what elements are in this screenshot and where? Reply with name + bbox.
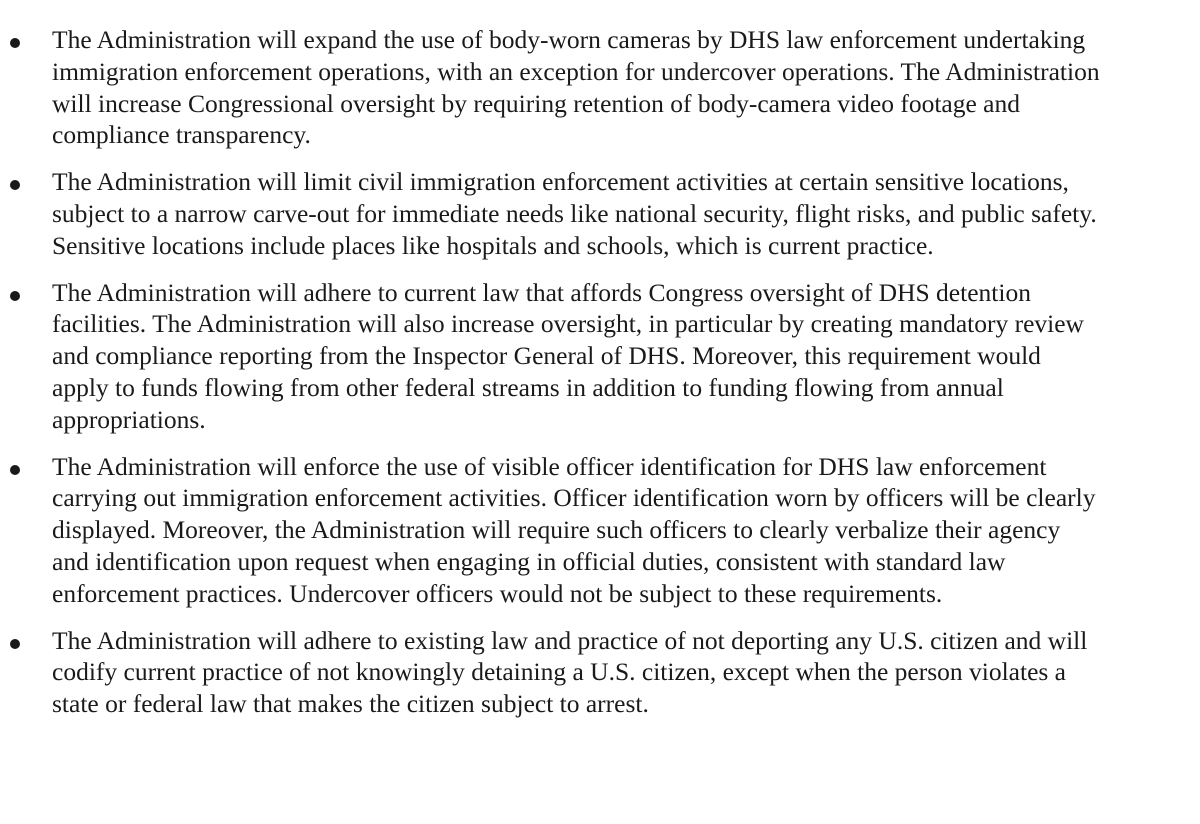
bullet-item <box>0 277 1102 436</box>
bullet-item <box>0 451 1102 610</box>
bullet-text: The Administration will adhere to existing law and practice of not deporting any U.S. citizen and will codify current practice of not knowingly detaining a U.S. citizen, except when the person violates a state or federal law that makes the citizen subject to arrest. <box>52 625 1088 719</box>
bullet-text: The Administration will expand the use of body-worn cameras by DHS law enforcement undertaking immigration enforcement operations, with an exception for undercover operations. The Administration will increase Congressional oversight by requiring retention of body-camera video footage and compliance transparency. <box>52 25 1100 150</box>
bullet-item <box>0 625 1102 720</box>
bullet-dot-icon <box>10 180 20 190</box>
bullet-dot-icon <box>10 639 20 649</box>
bullet-dot-icon <box>10 38 20 48</box>
bullet-list <box>0 24 1200 735</box>
bullet-text: The Administration will limit civil immigration enforcement activities at certain sensitive locations, subject to a narrow carve-out for immediate needs like national security, flight risks, and public safety. Sensitive locations include places like hospitals and schools, which is current practice. <box>52 167 1097 260</box>
bullet-dot-icon <box>10 465 20 475</box>
bullet-text: The Administration will enforce the use of visible officer identification for DHS law enforcement carrying out immigration enforcement activities. Officer identification worn by officers will be clearly displayed. Moreover, the Administration will require such officers to clearly verbalize their agency and identification upon request when engaging in official duties, consistent with standard law enforcement practices. Undercover officers would not be subject to these requirements. <box>52 451 1096 608</box>
bullet-text: The Administration will adhere to current law that affords Congress oversight of DHS detention facilities. The Administration will also increase oversight, in particular by creating mandatory review and compliance reporting from the Inspector General of DHS. Moreover, this requirement would apply to funds flowing from other federal streams in addition to funding flowing from annual appropriations. <box>52 277 1084 434</box>
bullet-item <box>0 24 1102 151</box>
bullet-dot-icon <box>10 291 20 301</box>
bullet-item <box>0 166 1102 261</box>
